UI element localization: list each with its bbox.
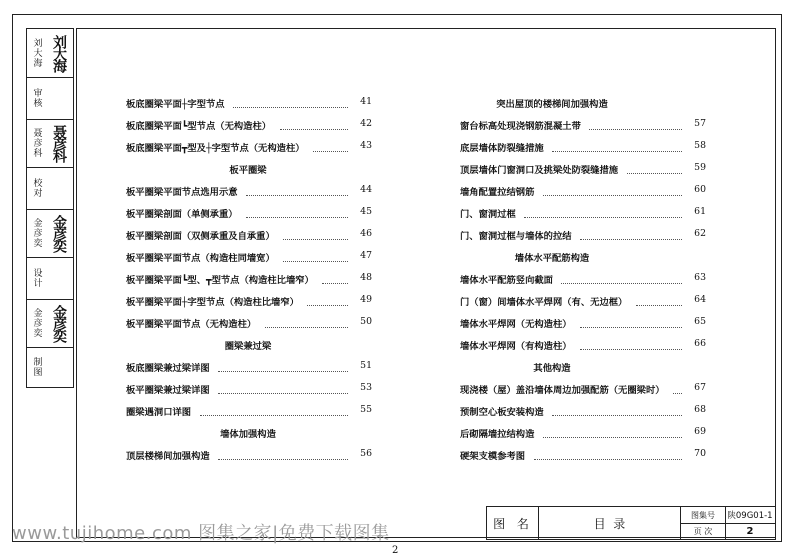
toc-entry-title: 板平圈梁平面节点（构造柱同墙宽）: [126, 253, 275, 264]
toc-leader-dots: [233, 96, 348, 108]
toc-entry[interactable]: [460, 184, 706, 198]
toc-entry[interactable]: [460, 426, 706, 440]
toc-entry[interactable]: [126, 96, 372, 110]
handwritten-signature: 金彦奕: [51, 215, 67, 251]
toc-leader-dots: [246, 184, 348, 196]
toc-entry-page: 60: [694, 184, 706, 195]
toc-entry-title: 板平圈梁剖面（单侧承重）: [126, 209, 238, 220]
toc-entry[interactable]: [126, 360, 372, 374]
toc-entry-page: 45: [360, 206, 372, 217]
toc-entry-title: 预制空心板安装构造: [460, 407, 544, 418]
toc-entry-title: 板平圈梁平面节点选用示意: [126, 187, 238, 198]
approval-row: [27, 347, 73, 387]
toc-section-heading: 墙体水平配筋构造: [514, 253, 590, 264]
toc-leader-dots: [218, 382, 348, 394]
toc-entry-title: 窗台标高处现浇钢筋混凝土带: [460, 121, 581, 132]
toc-leader-dots: [200, 404, 348, 416]
toc-section-heading: 墙体加强构造: [220, 429, 276, 440]
toc-entry-page: 64: [694, 294, 706, 305]
approval-row: [27, 119, 73, 168]
toc-leader-dots: [552, 404, 682, 416]
toc-entry-page: 55: [360, 404, 372, 415]
toc-entry-title: 板底圈梁平面┳型及┼字型节点（无构造柱）: [126, 143, 305, 154]
toc-entry[interactable]: [126, 184, 372, 198]
toc-entry-page: 70: [694, 448, 706, 459]
toc-leader-dots: [218, 360, 348, 372]
toc-entry[interactable]: [126, 382, 372, 396]
toc-entry[interactable]: [126, 228, 372, 242]
approval-side-panel: [26, 28, 74, 388]
drawing-name-label: 图 名: [493, 516, 533, 531]
toc-entry-title: 板底圈梁兼过梁详图: [126, 363, 210, 374]
toc-section-heading: 圈梁兼过梁: [224, 341, 272, 352]
handwritten-signature: 金彦奕: [51, 305, 67, 341]
toc-entry[interactable]: [460, 140, 706, 154]
toc-entry-title: 板平圈梁平面┼字型节点（构造柱比墙窄）: [126, 297, 299, 308]
toc-entry-title: 后砌隔墙拉结构造: [460, 429, 535, 440]
toc-entry-page: 51: [360, 360, 372, 371]
toc-leader-dots: [627, 162, 682, 174]
toc-entry-title: 板平圈梁兼过梁详图: [126, 385, 210, 396]
toc-entry-page: 63: [694, 272, 706, 283]
toc-entry-page: 68: [694, 404, 706, 415]
toc-entry[interactable]: [460, 338, 706, 352]
toc-leader-dots: [265, 316, 348, 328]
handwritten-signature: 聂彦科: [51, 125, 67, 161]
toc-leader-dots: [561, 272, 682, 284]
toc-entry-title: 门（窗）间墙体水平焊网（有、无边框）: [460, 297, 628, 308]
toc-entry[interactable]: [460, 404, 706, 418]
toc-entry-page: 57: [694, 118, 706, 129]
toc-entry-title: 硬架支模参考图: [460, 451, 526, 462]
approval-row: [27, 29, 73, 78]
toc-entry-page: 69: [694, 426, 706, 437]
toc-entry-page: 44: [360, 184, 372, 195]
toc-entry[interactable]: [460, 294, 706, 308]
toc-entry-page: 43: [360, 140, 372, 151]
toc-entry-page: 61: [694, 206, 706, 217]
approval-role-label: 制图: [31, 357, 42, 377]
toc-leader-dots: [313, 140, 348, 152]
toc-entry-page: 67: [694, 382, 706, 393]
drawing-name-value: 目 录: [539, 507, 681, 539]
toc-entry-page: 62: [694, 228, 706, 239]
toc-entry-page: 48: [360, 272, 372, 283]
page-value: 2: [746, 525, 754, 537]
toc-section-heading: 其他构造: [533, 363, 571, 374]
toc-entry[interactable]: [126, 250, 372, 264]
toc-entry[interactable]: [126, 294, 372, 308]
toc-entry[interactable]: [126, 272, 372, 286]
toc-section-heading: 板平圈梁: [229, 165, 267, 176]
toc-entry-title: 门、窗洞过框: [460, 209, 516, 220]
toc-leader-dots: [283, 250, 348, 262]
toc-entry[interactable]: [126, 206, 372, 220]
toc-entry[interactable]: [126, 140, 372, 154]
toc-entry[interactable]: [460, 206, 706, 220]
toc-leader-dots: [534, 448, 682, 460]
toc-entry-title: 板平圈梁平面┗型、┳型节点（构造柱比墙窄）: [126, 275, 314, 286]
toc-entry[interactable]: [460, 272, 706, 286]
toc-entry-title: 板平圈梁剖面（双侧承重及自承重）: [126, 231, 275, 242]
page-number: 2: [392, 545, 399, 556]
toc-leader-dots: [218, 448, 348, 460]
approval-role-label: 设计: [31, 268, 42, 288]
toc-entry-title: 墙角配置拉结钢筋: [460, 187, 535, 198]
approval-row: [27, 77, 73, 120]
toc-leader-dots: [307, 294, 348, 306]
toc-entry-page: 66: [694, 338, 706, 349]
toc-leader-dots: [543, 184, 682, 196]
toc-leader-dots: [673, 382, 682, 394]
toc-entry-page: 47: [360, 250, 372, 261]
toc-entry[interactable]: [460, 162, 706, 176]
toc-entry[interactable]: [126, 404, 372, 418]
approval-role-label: 金彦奕: [31, 218, 42, 248]
toc-leader-dots: [580, 338, 682, 350]
toc-leader-dots: [322, 272, 348, 284]
toc-entry-title: 板平圈梁平面节点（无构造柱）: [126, 319, 257, 330]
toc-entry[interactable]: [460, 316, 706, 330]
toc-leader-dots: [580, 316, 682, 328]
toc-leader-dots: [280, 118, 348, 130]
approval-row: [27, 257, 73, 300]
page-label: 页 次: [693, 526, 713, 536]
toc-entry-title: 圈梁遇洞口详图: [126, 407, 192, 418]
toc-entry-title: 墙体水平焊网（无构造柱）: [460, 319, 572, 330]
toc-leader-dots: [246, 206, 348, 218]
toc-entry-page: 49: [360, 294, 372, 305]
toc-leader-dots: [589, 118, 682, 130]
toc-entry-title: 现浇楼（屋）盖沿墙体周边加强配筋（无圈梁时）: [460, 385, 665, 396]
toc-entry[interactable]: [460, 448, 706, 462]
atlas-number-label: 图集号: [691, 510, 715, 520]
toc-entry-title: 墙体水平焊网（有构造柱）: [460, 341, 572, 352]
watermark-text: www.tujihome.com 图集之家|免费下载图集: [12, 523, 390, 544]
title-block: [486, 506, 776, 540]
toc-section-heading: 突出屋顶的楼梯间加强构造: [496, 99, 608, 110]
toc-entry-page: 41: [360, 96, 372, 107]
toc-entry-page: 42: [360, 118, 372, 129]
approval-row: [27, 209, 73, 258]
toc-leader-dots: [543, 426, 682, 438]
toc-entry[interactable]: [460, 118, 706, 132]
toc-entry[interactable]: [126, 118, 372, 132]
atlas-number-value: 陕09G01-1: [727, 511, 773, 521]
approval-role-label: 审核: [31, 88, 42, 108]
toc-entry[interactable]: [460, 382, 706, 396]
toc-entry-title: 底层墙体防裂缝措施: [460, 143, 544, 154]
toc-leader-dots: [283, 228, 348, 240]
toc-leader-dots: [636, 294, 682, 306]
toc-entry-page: 56: [360, 448, 372, 459]
toc-entry[interactable]: [126, 448, 372, 462]
toc-entry-page: 50: [360, 316, 372, 327]
toc-entry-title: 墙体水平配筋竖向截面: [460, 275, 553, 286]
toc-entry-page: 53: [360, 382, 372, 393]
toc-entry[interactable]: [126, 316, 372, 330]
approval-role-label: 金彦奕: [31, 308, 42, 338]
toc-entry-title: 门、窗洞过框与墙体的拉结: [460, 231, 572, 242]
approval-row: [27, 299, 73, 348]
approval-role-label: 刘大海: [31, 38, 42, 68]
toc-leader-dots: [580, 228, 682, 240]
toc-entry-title: 板底圈梁平面┗型节点（无构造柱）: [126, 121, 272, 132]
toc-entry-title: 顶层墙体门窗洞口及挑梁处防裂缝措施: [460, 165, 619, 176]
toc-entry-page: 46: [360, 228, 372, 239]
approval-row: [27, 167, 73, 210]
toc-entry-title: 板底圈梁平面┼字型节点: [126, 99, 225, 110]
toc-leader-dots: [552, 140, 682, 152]
toc-entry[interactable]: [460, 228, 706, 242]
toc-entry-page: 58: [694, 140, 706, 151]
approval-role-label: 校对: [31, 178, 42, 198]
approval-role-label: 聂彦科: [31, 128, 42, 158]
handwritten-signature: 刘大海: [51, 35, 67, 71]
toc-entry-page: 65: [694, 316, 706, 327]
toc-entry-page: 59: [694, 162, 706, 173]
toc-entry-title: 顶层楼梯间加强构造: [126, 451, 210, 462]
toc-leader-dots: [524, 206, 682, 218]
